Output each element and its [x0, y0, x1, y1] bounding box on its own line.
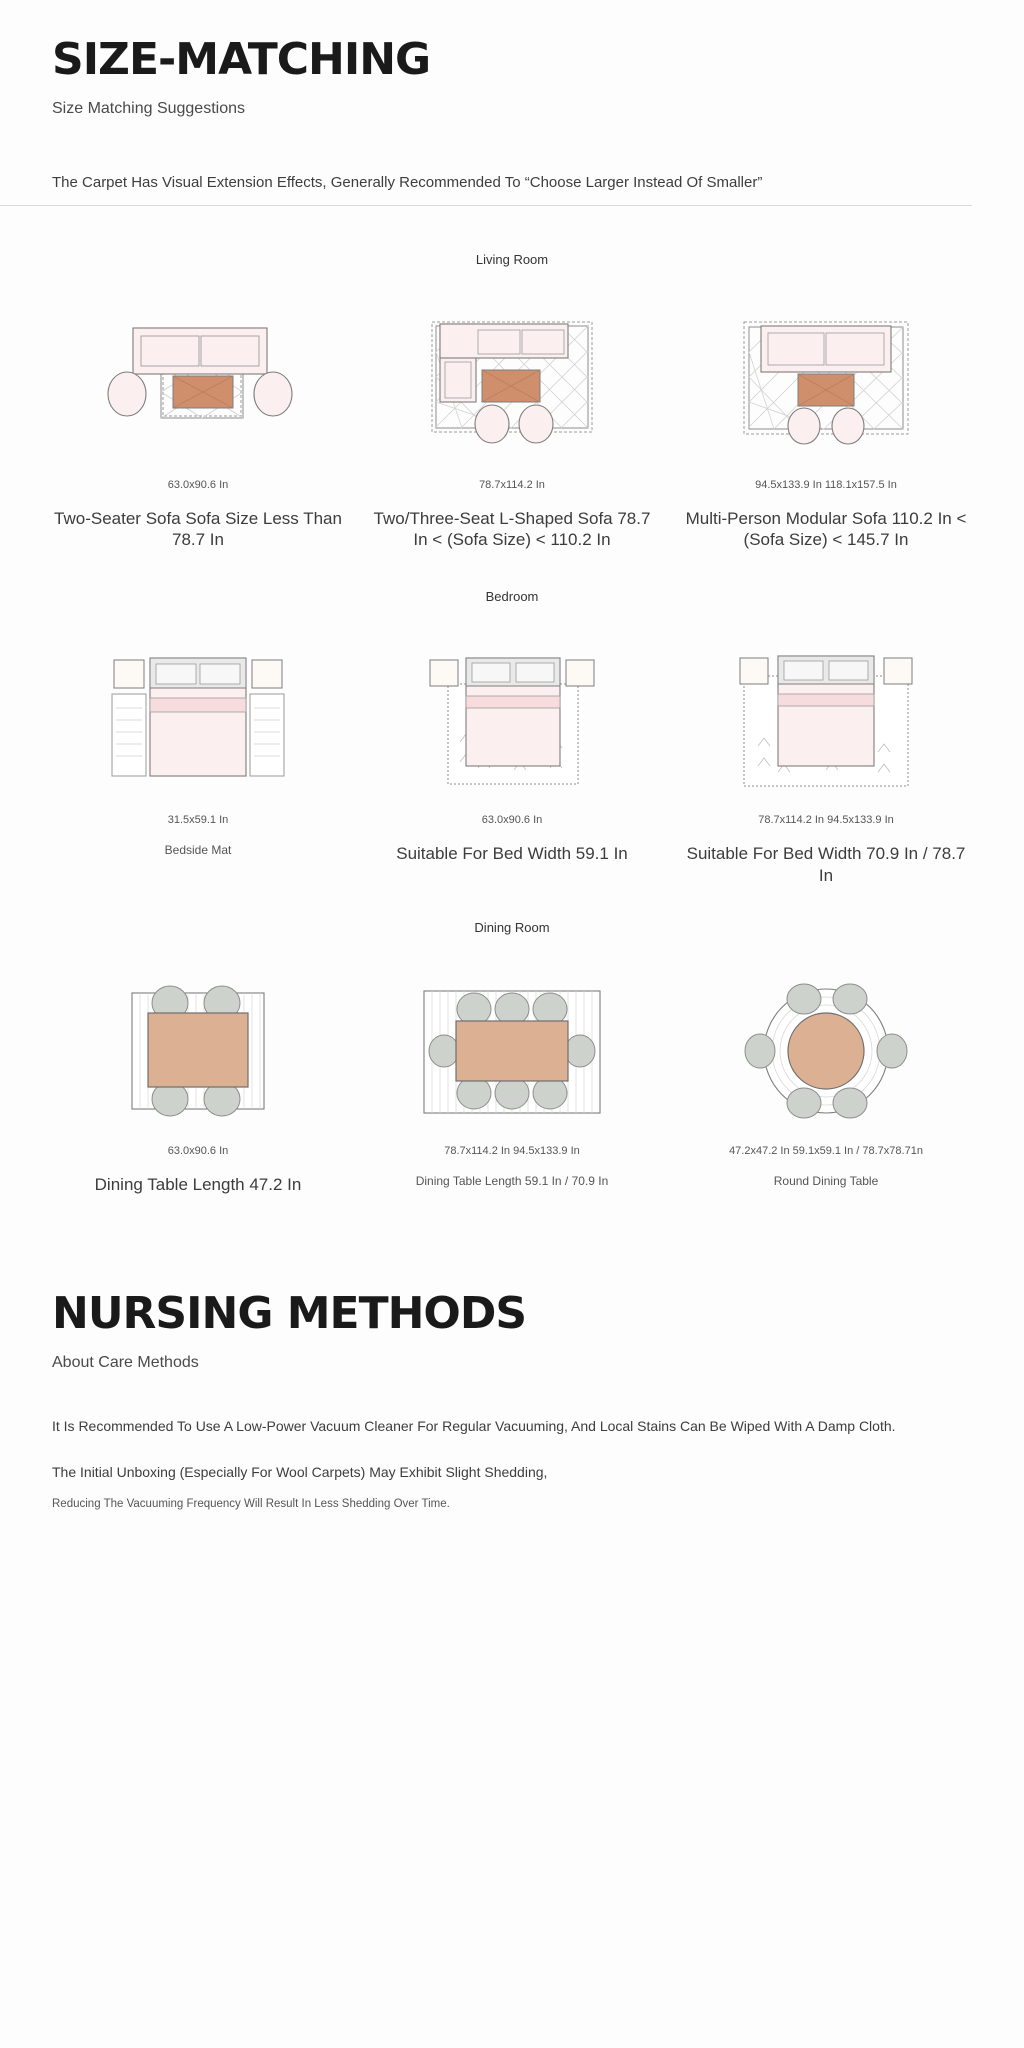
illustration-sofa-modular — [676, 301, 976, 471]
care-line-2: The Initial Unboxing (Especially For Wool Carpets) May Exhibit Slight Shedding, — [52, 1463, 548, 1480]
card-dimension: 78.7x114.2 In 94.5x133.9 In — [758, 814, 894, 827]
room-label-dining: Dining Room — [474, 920, 550, 936]
living-room-cards — [0, 301, 1024, 551]
card-caption: Suitable For Bed Width 59.1 In — [396, 843, 628, 863]
card-dining-round — [676, 967, 976, 1189]
care-line-1: It Is Recommended To Use A Low-Power Vacuum Cleaner For Regular Vacuuming, And Local Stains Can Be Wiped With A Damp Cloth. — [52, 1417, 896, 1434]
nursing-title: NURSING METHODS — [52, 1287, 527, 1339]
size-matching-note: The Carpet Has Visual Extension Effects, Generally Recommended To “Choose Larger Instead Of Smaller” — [0, 174, 972, 206]
room-label-bedroom: Bedroom — [485, 589, 539, 605]
illustration-sofa-two-seater — [48, 301, 348, 471]
card-dimension: 78.7x114.2 In 94.5x133.9 In — [444, 1145, 580, 1158]
card-dimension: 47.2x47.2 In 59.1x59.1 In / 78.7x78.71n — [729, 1145, 923, 1158]
card-caption: Dining Table Length 47.2 In — [94, 1174, 302, 1194]
card-dimension: 31.5x59.1 In — [167, 814, 229, 827]
card-caption: Dining Table Length 59.1 In / 70.9 In — [415, 1173, 609, 1188]
illustration-dining-four — [48, 967, 348, 1137]
card-bedroom-small-rug — [362, 636, 662, 864]
illustration-dining-six — [362, 967, 662, 1137]
nursing-methods-header — [0, 1287, 1024, 1372]
card-caption: Two-Seater Sofa Sofa Size Less Than 78.7 In — [54, 508, 342, 550]
card-dimension: 94.5x133.9 In 118.1x157.5 In — [755, 479, 897, 491]
page-title: SIZE-MATCHING — [52, 34, 431, 85]
card-dimension: 78.7x114.2 In — [479, 479, 545, 491]
card-dimension: 63.0x90.6 In — [481, 814, 543, 827]
dining-room-cards — [0, 967, 1024, 1195]
card-caption: Multi-Person Modular Sofa 110.2 In < (Sofa Size) < 145.7 In — [685, 508, 967, 550]
care-line-3: Reducing The Vacuuming Frequency Will Result In Less Shedding Over Time. — [52, 1497, 450, 1510]
illustration-bed-side-mats — [48, 636, 348, 806]
bedroom-cards — [0, 636, 1024, 886]
card-caption: Suitable For Bed Width 70.9 In / 78.7 In — [686, 843, 966, 885]
card-dimension: 63.0x90.6 In — [167, 1145, 229, 1158]
room-label-living: Living Room — [475, 252, 549, 267]
card-dining-six — [362, 967, 662, 1189]
card-caption: Round Dining Table — [773, 1173, 879, 1188]
illustration-sofa-l-shaped — [362, 301, 662, 471]
illustration-bed-large-rug — [676, 636, 976, 806]
card-living-modular — [676, 301, 976, 551]
card-living-l-shaped — [362, 301, 662, 551]
size-matching-subtitle: Size Matching Suggestions — [52, 100, 245, 117]
illustration-bed-small-rug — [362, 636, 662, 806]
card-bedroom-large-rug — [676, 636, 976, 886]
card-living-two-seater — [48, 301, 348, 551]
card-dimension: 63.0x90.6 In — [167, 479, 229, 491]
card-bedroom-bedside-mat — [48, 636, 348, 858]
card-caption: Two/Three-Seat L-Shaped Sofa 78.7 In < (Sofa Size) < 110.2 In — [373, 508, 651, 550]
illustration-dining-round — [676, 967, 976, 1137]
size-matching-header — [0, 0, 1024, 118]
nursing-subtitle: About Care Methods — [52, 1353, 199, 1371]
card-caption: Bedside Mat — [164, 842, 232, 857]
card-dining-four — [48, 967, 348, 1195]
